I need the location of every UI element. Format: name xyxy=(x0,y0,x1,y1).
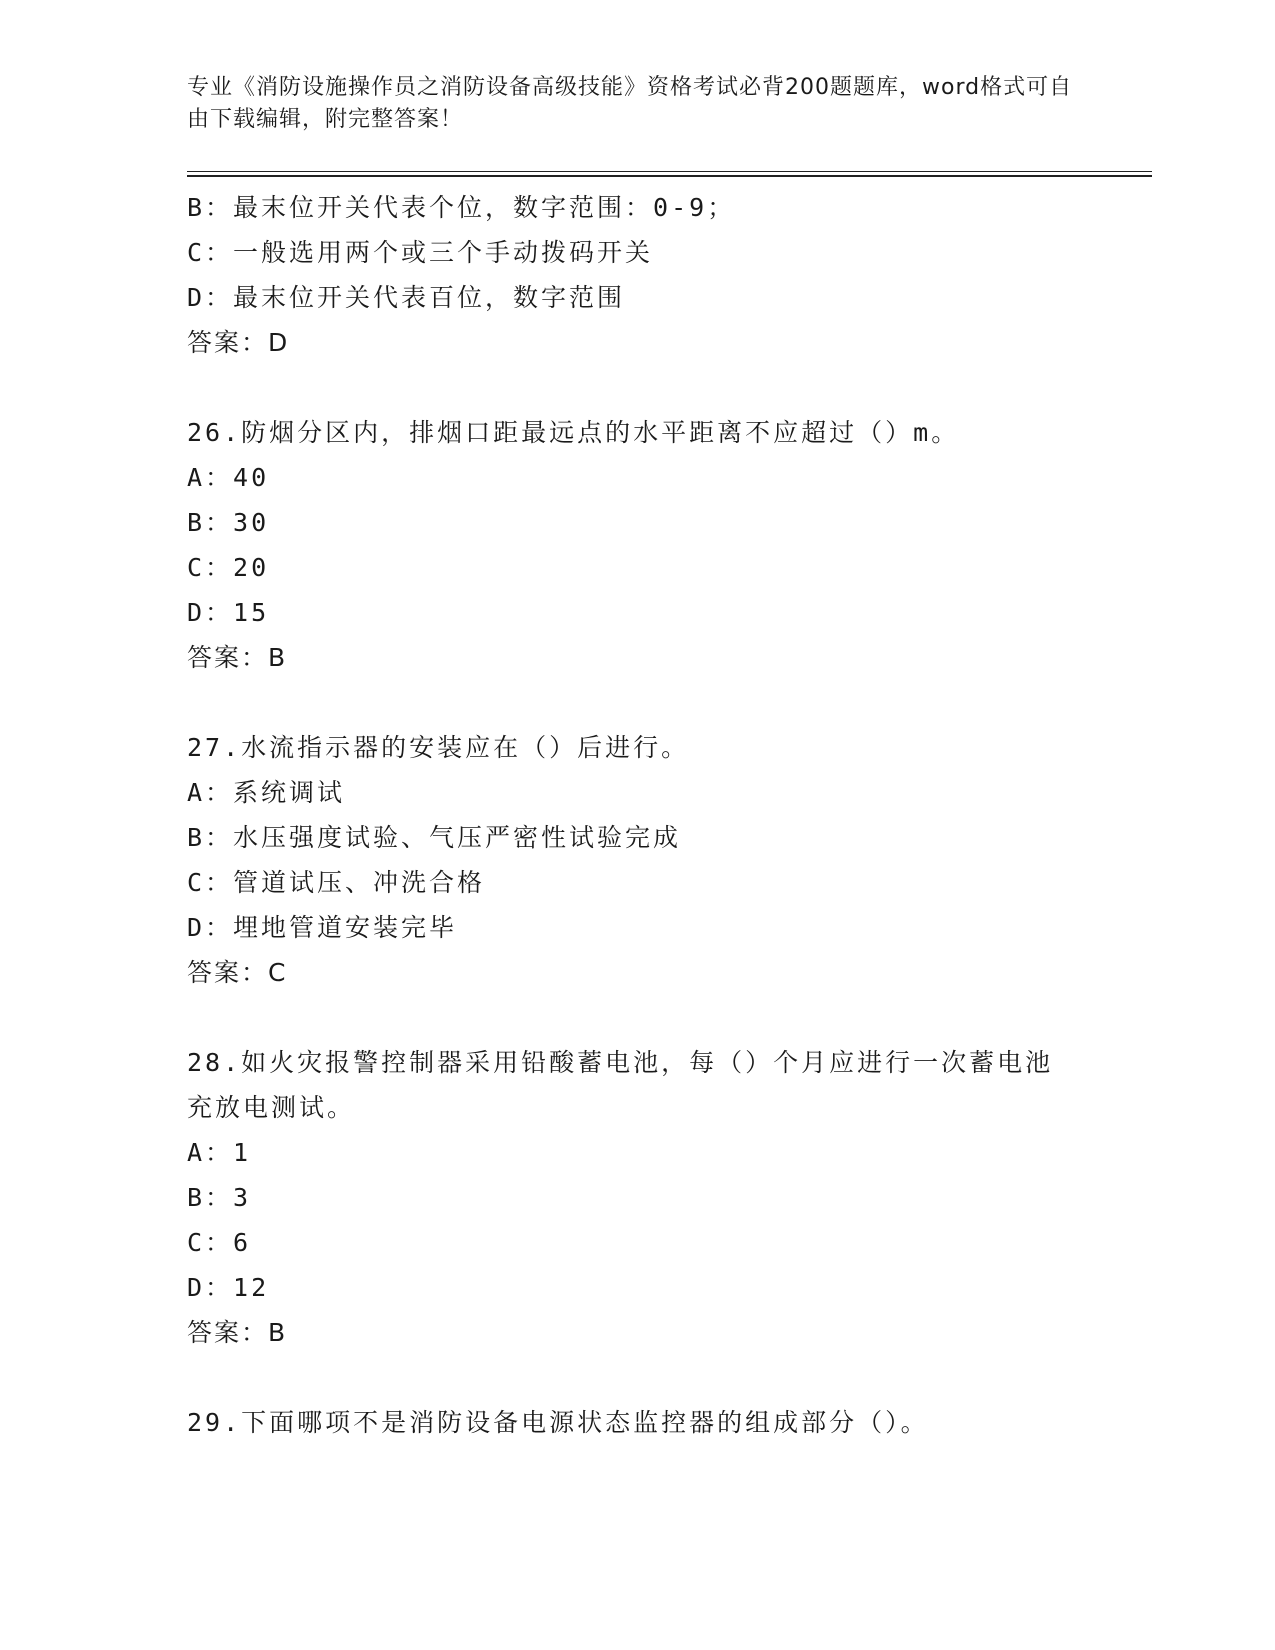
question-stem-continued: 充放电测试。 xyxy=(187,1093,356,1122)
option-a: A：系统调试 xyxy=(187,778,346,807)
option-c: C：一般选用两个或三个手动拨码开关 xyxy=(187,238,654,267)
answer: 答案：C xyxy=(187,958,288,987)
question-27 xyxy=(187,725,1152,995)
option-c: C：6 xyxy=(187,1228,252,1257)
option-b: B：最末位开关代表个位，数字范围：0-9； xyxy=(187,193,736,222)
option-b: B：30 xyxy=(187,508,270,537)
header-divider-thin xyxy=(187,171,1152,172)
question-25-continued xyxy=(187,185,1152,365)
option-d: D：15 xyxy=(187,598,270,627)
answer: 答案：D xyxy=(187,328,290,357)
answer: 答案：B xyxy=(187,643,288,672)
option-c: C：20 xyxy=(187,553,270,582)
option-c: C：管道试压、冲洗合格 xyxy=(187,868,486,897)
option-d: D：埋地管道安装完毕 xyxy=(187,913,458,942)
answer: 答案：B xyxy=(187,1318,288,1347)
header-divider-thick xyxy=(187,175,1152,177)
question-stem: 28.如火灾报警控制器采用铅酸蓄电池，每（）个月应进行一次蓄电池 xyxy=(187,1048,1054,1077)
question-stem: 26.防烟分区内，排烟口距最远点的水平距离不应超过（）m。 xyxy=(187,418,960,447)
option-d: D：最末位开关代表百位，数字范围 xyxy=(187,283,626,312)
question-stem: 27.水流指示器的安装应在（）后进行。 xyxy=(187,733,690,762)
question-26 xyxy=(187,410,1152,680)
question-29 xyxy=(187,1400,1152,1445)
option-a: A：1 xyxy=(187,1138,252,1167)
question-list xyxy=(187,185,1152,1445)
option-b: B：3 xyxy=(187,1183,252,1212)
document-header xyxy=(187,72,1087,136)
question-28 xyxy=(187,1040,1152,1355)
document-title: 专业《消防设施操作员之消防设备高级技能》资格考试必背200题题库，word格式可自由下载编辑，附完整答案！ xyxy=(187,75,1073,132)
option-d: D：12 xyxy=(187,1273,270,1302)
question-stem: 29.下面哪项不是消防设备电源状态监控器的组成部分（）。 xyxy=(187,1408,929,1437)
option-b: B：水压强度试验、气压严密性试验完成 xyxy=(187,823,682,852)
option-a: A：40 xyxy=(187,463,270,492)
